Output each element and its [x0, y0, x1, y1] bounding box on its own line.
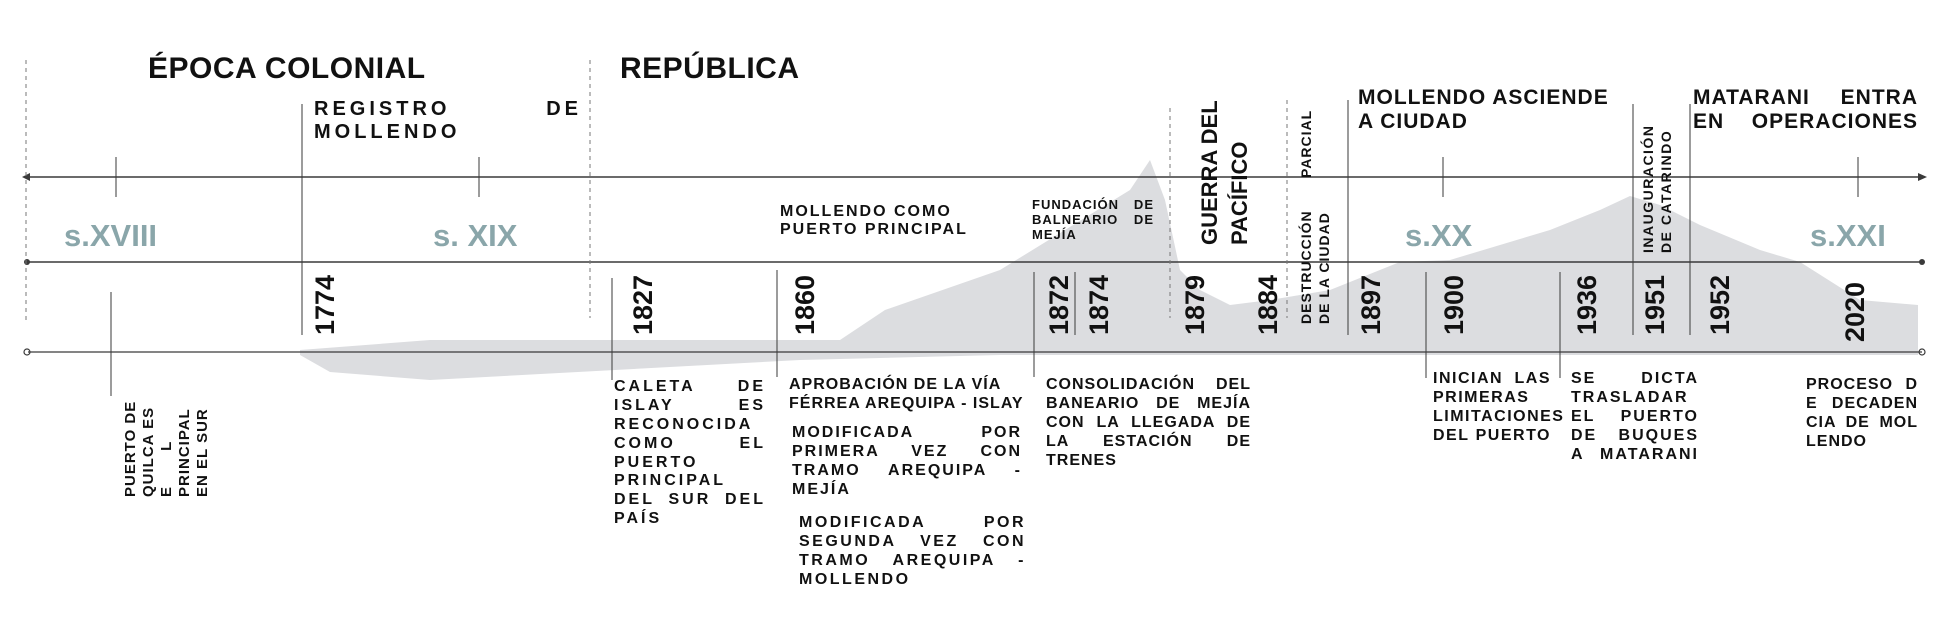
event-traslado-matarani: SE DICTA TRASLADAR EL PUERTO DE BUQUES A MATARANI [1571, 370, 1699, 463]
axis-dot-right-middle [1919, 259, 1925, 265]
event-guerra-line1: GUERRA DEL [1197, 100, 1222, 245]
arrow-right-icon [1918, 173, 1927, 181]
century-label-c21: s.XXI [1810, 218, 1886, 253]
year-1884: 1884 [1253, 274, 1283, 335]
axis-dot-left-middle [24, 259, 30, 265]
era-title-republic: REPÚBLICA [620, 52, 800, 85]
event-quilca-line4: PRINCIPAL [176, 408, 193, 497]
event-quilca-line1: PUERTO DE [122, 400, 139, 497]
event-caleta-islay: CALETA DE ISLAY ES RECONOCIDA COMO EL PUERTO PRINCIPAL DEL SUR DEL PAÍS [614, 378, 766, 528]
activity-area-shape [300, 160, 1918, 380]
event-modificada-primera: MODIFICADA POR PRIMERA VEZ CON TRAMO AREQUIPA - MEJÍA [792, 424, 1022, 498]
event-asciende-ciudad: MOLLENDO ASCIENDE A CIUDAD [1358, 86, 1609, 134]
year-1774: 1774 [310, 274, 340, 335]
century-label-c19: s. XIX [433, 218, 518, 253]
year-1897: 1897 [1356, 274, 1386, 335]
event-quilca-line5: EN EL SUR [194, 408, 211, 497]
century-label-c18: s.XVIII [64, 218, 158, 253]
event-puerto-principal: MOLLENDO COMO PUERTO PRINCIPAL [780, 203, 968, 239]
year-1860: 1860 [790, 274, 820, 335]
event-quilca-line2: QUILCA ES [140, 406, 157, 497]
event-registro-mollendo: REGISTRO DE MOLLENDO [314, 98, 582, 143]
year-2020: 2020 [1840, 281, 1870, 342]
event-consolidacion-mejia: CONSOLIDACIÓN DEL BANEARIO DE MEJÍA CON LA LLEGADA DE LA ESTACIÓN DE TRENES [1046, 376, 1251, 469]
event-inauguracion-line1: INAUGURACIÓN [1640, 124, 1656, 253]
event-matarani-operaciones: MATARANI ENTRA EN OPERACIONES [1693, 86, 1918, 134]
era-title-colonial: ÉPOCA COLONIAL [148, 52, 426, 85]
year-1874: 1874 [1084, 274, 1114, 335]
event-guerra-line2: PACÍFICO [1227, 141, 1252, 245]
year-1952: 1952 [1705, 274, 1735, 335]
year-1951: 1951 [1640, 274, 1670, 335]
century-label-c20: s.XX [1405, 218, 1473, 253]
event-decadencia-mollendo: PROCESO DE DECADENCIA DE MOLLENDO [1806, 376, 1918, 450]
year-1900: 1900 [1439, 274, 1469, 335]
year-1872: 1872 [1044, 274, 1074, 335]
event-inauguracion-line2: DE CATARINDO [1658, 129, 1674, 253]
year-1827: 1827 [628, 274, 658, 335]
event-limitaciones-puerto: INICIAN LAS PRIMERAS LIMITACIONES DEL PUERTO [1433, 370, 1565, 444]
year-1936: 1936 [1572, 274, 1602, 335]
event-quilca-line3: E L [158, 425, 175, 497]
event-destruccion-line1: DESTRUCCIÓN [1298, 210, 1314, 324]
event-destruccion-line2: DE LA CIUDAD [1316, 212, 1332, 324]
year-1879: 1879 [1180, 274, 1210, 335]
event-parcial: PARCIAL [1298, 109, 1314, 178]
event-aprobacion-via-ferrea: APROBACIÓN DE LA VÍA FÉRREA AREQUIPA - ISLAY [789, 376, 1024, 412]
event-fundacion-balneario: FUNDACIÓN DE BALNEARIO DE MEJÍA [1032, 197, 1154, 242]
event-modificada-segunda: MODIFICADA POR SEGUNDA VEZ CON TRAMO AREQUIPA - MOLLENDO [799, 514, 1026, 588]
